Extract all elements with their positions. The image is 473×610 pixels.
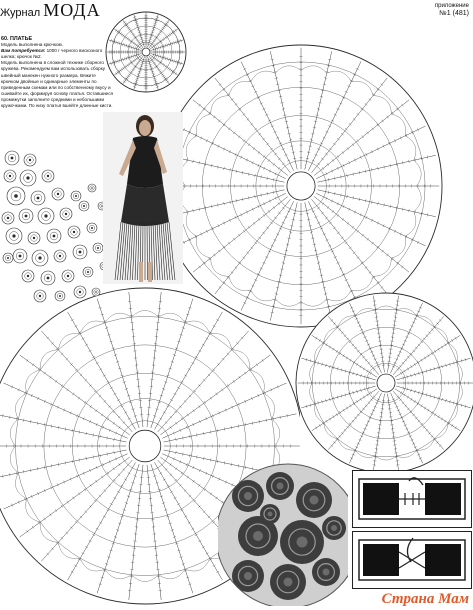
appendix-label: приложение — [434, 3, 469, 9]
model-photo — [103, 112, 183, 284]
pattern-title: 60. ПЛАТЬЕ — [1, 36, 33, 42]
magazine-prefix: Журнал — [0, 7, 41, 19]
motif-diagram-small — [106, 12, 186, 92]
motif-diagram-large-top — [160, 45, 442, 327]
materials-label: Вам потребуется: — [1, 48, 46, 54]
site-watermark: Страна Мам — [381, 591, 469, 607]
pattern-subtitle: Модель выполнена крючком. — [1, 42, 63, 48]
magazine-logo: МОДА — [43, 0, 101, 20]
technique-inset-bottom — [352, 531, 472, 589]
motif-diagram-medium — [296, 293, 473, 473]
issue-number: №1 (481) — [439, 10, 469, 17]
lace-detail-photo — [218, 456, 348, 606]
technique-inset-top — [352, 470, 472, 528]
materials-text: 1000 г черного вискозного шелка; крючок №2. — [1, 48, 103, 60]
motif-layout-scheme — [2, 151, 108, 302]
instructions-text: Модель выполнена в сложной технике сборного кружева. Рекомендуем вам использовать сборку швейный манекен нужного размера. Вяжите крючком двойные и одинарные элементы по приведенным схемам или по собственному вкусу и сшивайте их, формируя основу платья. Оставшиеся промежутки заполните средними и небольшими кружочками. По низу платья вшейте длинные кисти. — [1, 60, 114, 109]
